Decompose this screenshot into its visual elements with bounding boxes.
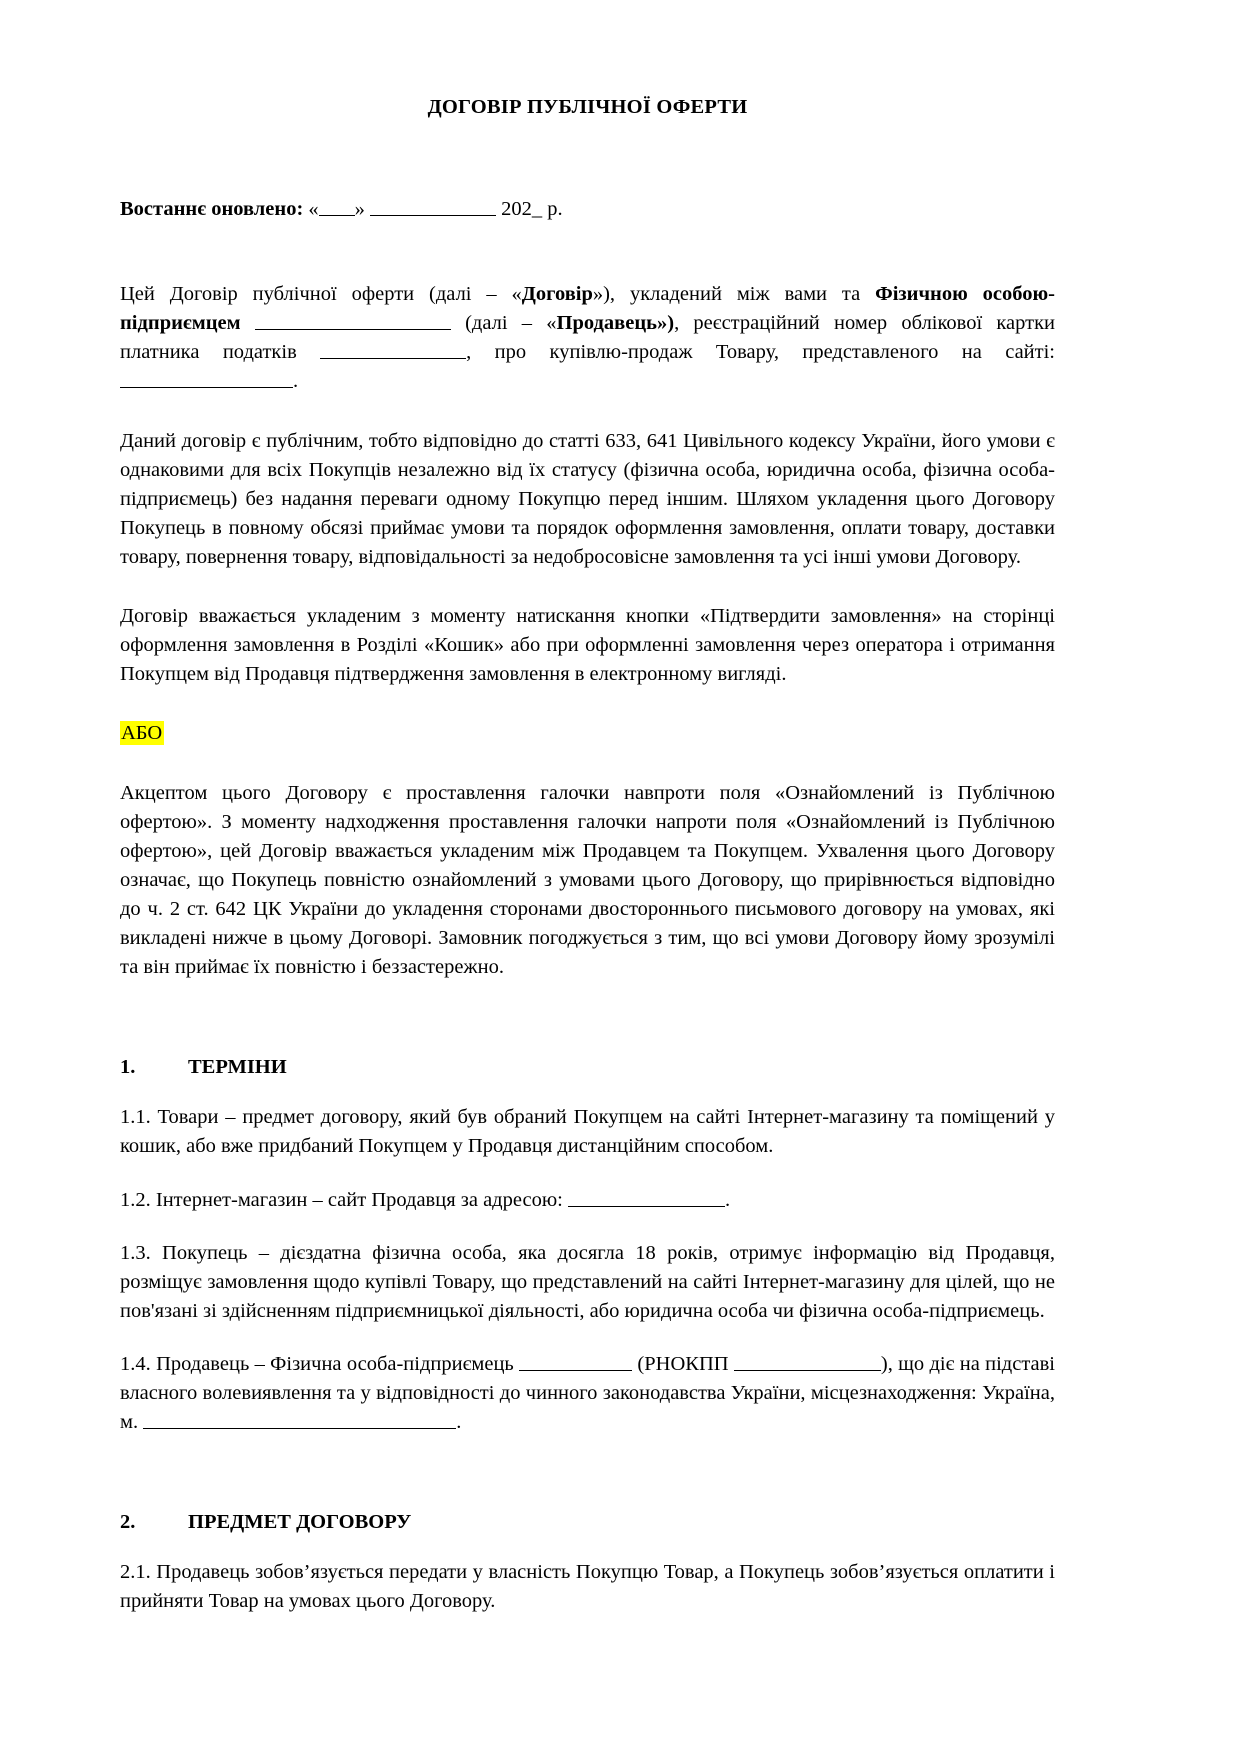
section-title-1: ТЕРМІНИ xyxy=(188,1056,287,1079)
intro-part-2: »), укладений між вами та xyxy=(592,283,876,306)
blank-seller-fullname[interactable] xyxy=(519,1351,632,1371)
intro-part-1: Цей Договір публічної оферти (далі – « xyxy=(120,283,522,306)
clause-1-3: 1.3. Покупець – дієздатна фізична особа, яка досягла 18 років, отримує інформацію від Продавця, розміщує замовлення щодо купівлі Товару, що представлений на сайті Інтернет-магазину для цілей, що не пов'язані зі здійсненням підприємницької діяльності, або юридична особа чи фізична особа-підприємець. xyxy=(120,1241,1055,1322)
section-number-2: 2. xyxy=(120,1511,136,1534)
intro-paragraph xyxy=(120,280,1055,396)
quote-close: » xyxy=(354,198,365,220)
section-number-1: 1. xyxy=(120,1056,136,1079)
intro-part-6: . xyxy=(293,370,299,393)
blank-shop-address[interactable] xyxy=(568,1187,725,1207)
blank-site[interactable] xyxy=(120,369,293,389)
clause-1-4-part-3: ), що діє на підставі власного волевиявлення та у відповідності до чинного законодавства України, місцезнаходження: Україна, м. xyxy=(120,1352,1056,1434)
clause-1-4-part-1: 1.4. Продавець – Фізична особа-підприємець xyxy=(120,1352,520,1375)
blank-month[interactable] xyxy=(370,196,496,216)
paragraph-acceptance: Акцептом цього Договору є проставлення галочки навпроти поля «Ознайомлений із Публічною офертою». З моменту надходження проставлення галочки напроти поля «Ознайомлений із Публічною офертою», цей Договір вважається укладеним між Продавцем та Покупцем. Ухвалення цього Договору означає, що Покупець повністю ознайомлений з умовами цього Договору, що прирівнюється відповідно до ч. 2 ст. 642 ЦК України до укладення сторонами двостороннього письмового договору на умовах, які викладені нижче в цьому Договорі. Замовник погоджується з тим, що всі умови Договору йому зрозумілі та він приймає їх повністю і беззастережно. xyxy=(120,781,1055,979)
section-title-2: ПРЕДМЕТ ДОГОВОРУ xyxy=(188,1511,412,1534)
intro-part-5: , про купівлю-продаж Товару, представленого на сайті: xyxy=(466,341,1055,364)
blank-rnokpp[interactable] xyxy=(734,1351,881,1371)
blank-tax-number[interactable] xyxy=(320,339,466,359)
intro-bold-dogovir: Договір xyxy=(521,283,593,306)
intro-bold-prodavec: Продавець») xyxy=(556,312,675,335)
blank-day[interactable] xyxy=(319,196,355,216)
clause-1-1: 1.1. Товари – предмет договору, який був обраний Покупцем на сайті Інтернет-магазину та поміщений у кошик, або вже придбаний Покупцем у Продавця дистанційним способом. xyxy=(120,1106,1055,1158)
blank-seller-name[interactable] xyxy=(255,310,451,330)
quote-open: « xyxy=(308,198,319,220)
or-label: АБО xyxy=(121,722,163,745)
blank-city[interactable] xyxy=(143,1409,456,1429)
paragraph-conclusion: Договір вважається укладеним з моменту натискання кнопки «Підтвердити замовлення» на сторінці оформлення замовлення в Розділі «Кошик» або при оформленні замовлення через оператора і отримання Покупцем від Продавця підтвердження замовлення в електронному вигляді. xyxy=(120,605,1055,686)
clause-1-4 xyxy=(120,1350,1055,1437)
paragraph-public-contract: Даний договір є публічним, тобто відповідно до статті 633, 641 Цивільного кодексу України, його умови є однаковими для всіх Покупців незалежно від їх статусу (фізична особа, юридична особа, фізична особа-підприємець) без надання переваги одному Покупцю перед іншим. Шляхом укладення цього Договору Покупець в повному обсязі приймає умови та порядок оформлення замовлення, оплати товару, доставки товару, повернення товару, відповідальності за недобросовісне замовлення та усі інші умови Договору. xyxy=(120,429,1055,568)
clause-1-2-text-before: 1.2. Інтернет-магазин – сайт Продавця за адресою: xyxy=(120,1188,568,1211)
page-title: ДОГОВІР ПУБЛІЧНОЇ ОФЕРТИ xyxy=(427,96,748,118)
clause-1-4-part-2: (РНОКПП xyxy=(632,1352,734,1375)
intro-bold-fop: Фізичною особою-підприємцем xyxy=(120,283,1055,335)
clause-1-4-part-4: . xyxy=(456,1411,462,1434)
clause-1-2-text-after: . xyxy=(724,1188,731,1211)
last-updated-line xyxy=(120,195,1055,224)
clause-1-2 xyxy=(120,1186,1055,1215)
or-separator xyxy=(120,719,1055,748)
last-updated-year: 202_ р. xyxy=(501,198,563,220)
clause-2-1: 2.1. Продавець зобов’язується передати у власність Покупцю Товар, а Покупець зобов’язується оплатити і прийняти Товар на умовах цього Договору. xyxy=(120,1561,1055,1613)
intro-part-4: , реєстраційний номер облікової картки платника податків xyxy=(120,312,1056,364)
last-updated-label: Востаннє оновлено: xyxy=(120,198,304,220)
section-heading-subject xyxy=(120,1511,1055,1534)
intro-part-3: (далі – « xyxy=(450,312,557,335)
document-body xyxy=(120,0,1055,1617)
section-heading-terms xyxy=(120,1056,1055,1079)
